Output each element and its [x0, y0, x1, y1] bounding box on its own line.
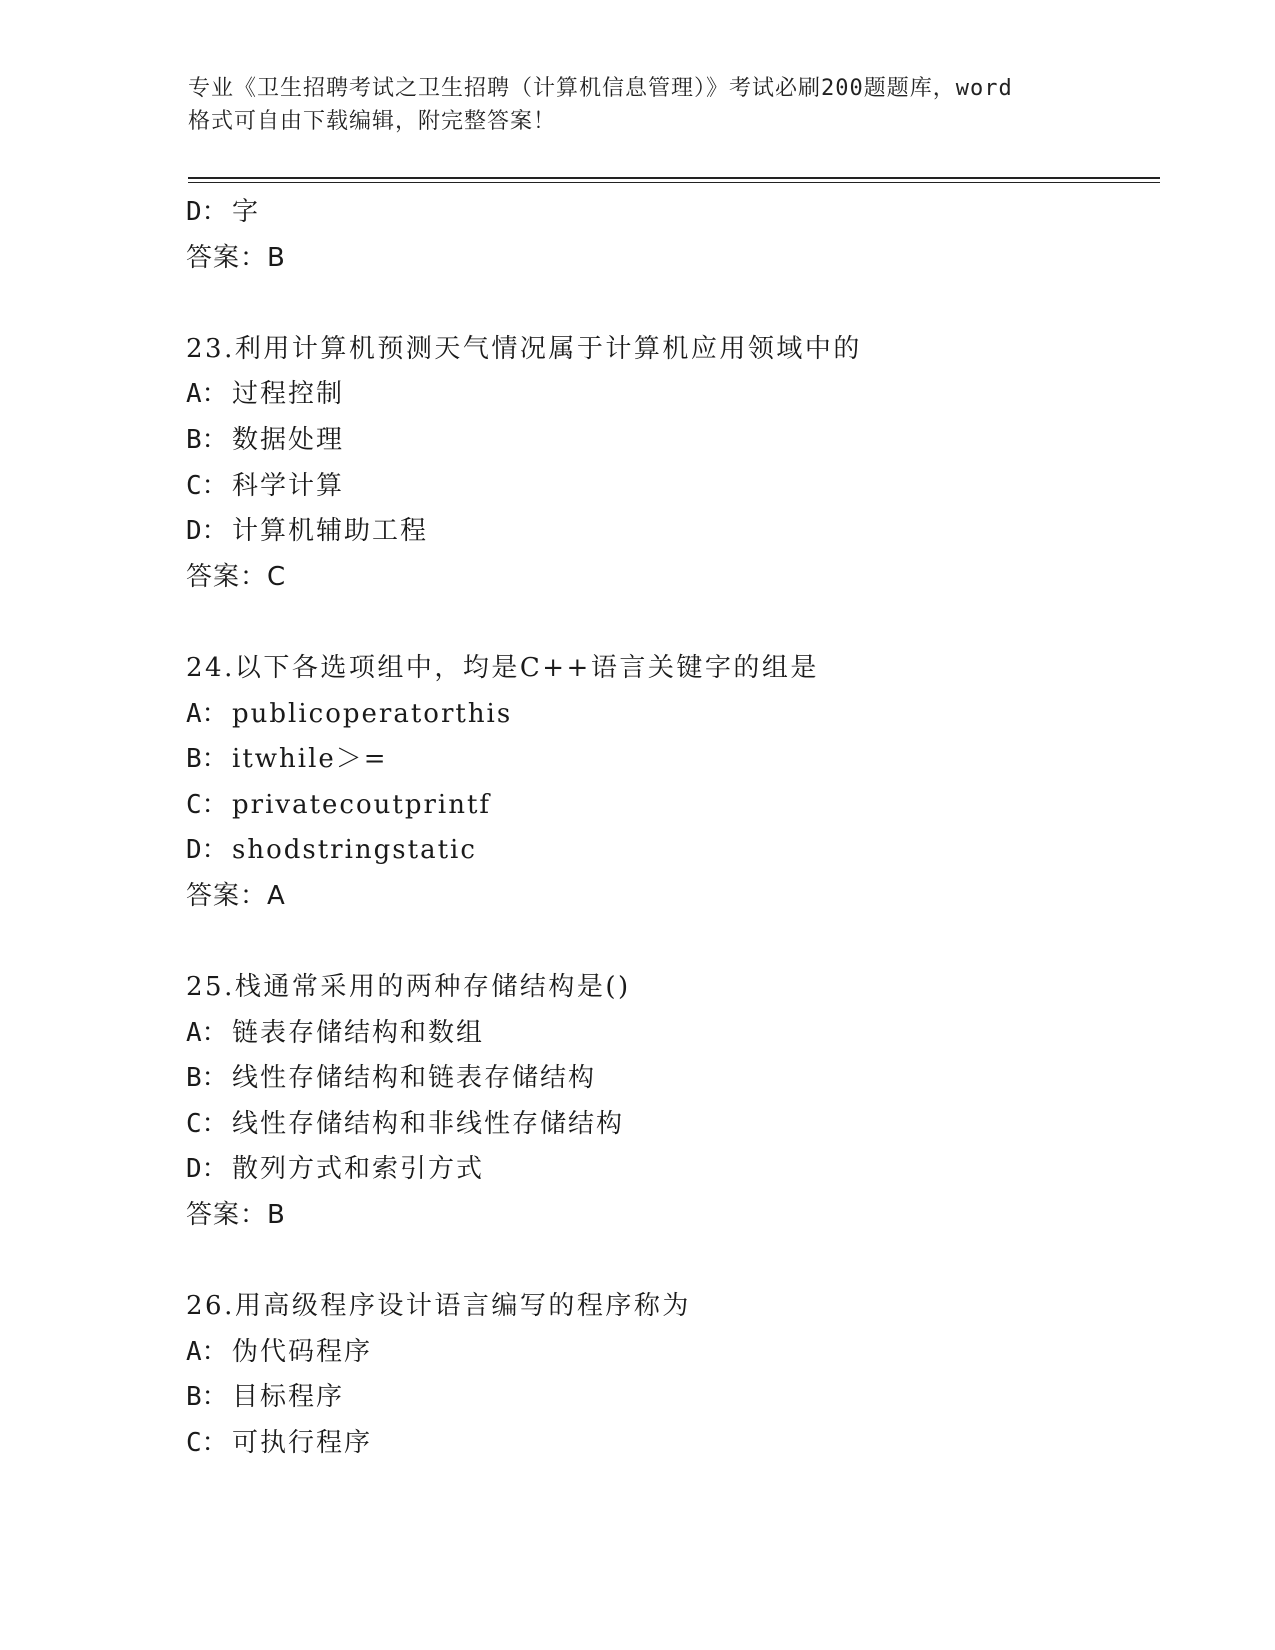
option-text: 线性存储结构和链表存储结构 [232, 1063, 597, 1094]
option-text: 目标程序 [232, 1382, 345, 1413]
question-block-23 [186, 327, 1166, 601]
option-letter: C： [186, 470, 228, 501]
option-a [186, 372, 1166, 418]
option-text: 链表存储结构和数组 [232, 1017, 485, 1048]
option-c [186, 1421, 1166, 1467]
option-c [186, 783, 1166, 829]
document-header [188, 72, 1088, 138]
option-c [186, 1102, 1166, 1148]
header-divider-thick [188, 177, 1160, 179]
option-letter: A： [186, 1017, 228, 1048]
option-text: 字 [232, 197, 261, 227]
header-line-1: 专业《卫生招聘考试之卫生招聘（计算机信息管理）》考试必刷200题题库，word [188, 76, 1013, 101]
option-letter: A： [186, 1336, 228, 1367]
answer-line: 答案：A [186, 880, 286, 911]
answer-line: 答案：B [186, 1200, 286, 1231]
option-a [186, 1011, 1166, 1057]
spacer [186, 920, 1166, 966]
option-d [186, 1147, 1166, 1193]
option-text: 数据处理 [232, 424, 345, 455]
spacer [186, 281, 1166, 327]
spacer [186, 1239, 1166, 1285]
question-block-26 [186, 1284, 1166, 1466]
option-text: 线性存储结构和非线性存储结构 [232, 1108, 625, 1139]
option-a [186, 692, 1166, 738]
question-block-25 [186, 965, 1166, 1239]
option-letter: C： [186, 789, 228, 820]
question-list [186, 190, 1166, 1467]
option-letter: D： [186, 1154, 228, 1185]
option-text: 散列方式和索引方式 [232, 1154, 485, 1185]
option-text: 科学计算 [232, 470, 345, 501]
question-title: 23.利用计算机预测天气情况属于计算机应用领域中的 [186, 333, 862, 364]
option-d [186, 190, 1166, 236]
option-letter: D： [186, 835, 228, 866]
option-letter: B： [186, 1063, 228, 1094]
option-b [186, 1375, 1166, 1421]
question-title: 24.以下各选项组中，均是C++语言关键字的组是 [186, 652, 819, 683]
option-letter: B： [186, 424, 228, 455]
option-b [186, 418, 1166, 464]
option-d [186, 828, 1166, 874]
option-letter: C： [186, 1108, 228, 1139]
option-text: publicoperatorthis [232, 698, 513, 729]
option-letter: C： [186, 1428, 228, 1459]
option-text: 过程控制 [232, 379, 345, 410]
header-divider-thin [188, 182, 1160, 183]
option-letter: A： [186, 379, 228, 410]
spacer [186, 600, 1166, 646]
option-a [186, 1330, 1166, 1376]
question-block-24 [186, 646, 1166, 920]
option-letter: B： [186, 1382, 228, 1413]
option-text: 计算机辅助工程 [232, 516, 429, 547]
option-text: 伪代码程序 [232, 1336, 373, 1367]
option-letter: D： [186, 197, 228, 227]
answer-line: 答案：B [186, 242, 286, 273]
option-text: shodstringstatic [232, 835, 477, 866]
question-block-prev [186, 190, 1166, 281]
option-text: 可执行程序 [232, 1428, 373, 1459]
option-letter: A： [186, 698, 228, 729]
option-letter: B： [186, 744, 228, 775]
question-title: 25.栈通常采用的两种存储结构是() [186, 972, 631, 1003]
header-line-2: 格式可自由下载编辑，附完整答案！ [188, 109, 557, 134]
option-letter: D： [186, 516, 228, 547]
option-text: itwhile＞= [232, 744, 388, 775]
option-b [186, 737, 1166, 783]
option-d [186, 509, 1166, 555]
option-text: privatecoutprintf [232, 789, 492, 820]
question-title: 26.用高级程序设计语言编写的程序称为 [186, 1291, 691, 1322]
answer-line: 答案：C [186, 561, 287, 592]
option-b [186, 1056, 1166, 1102]
option-c [186, 464, 1166, 510]
